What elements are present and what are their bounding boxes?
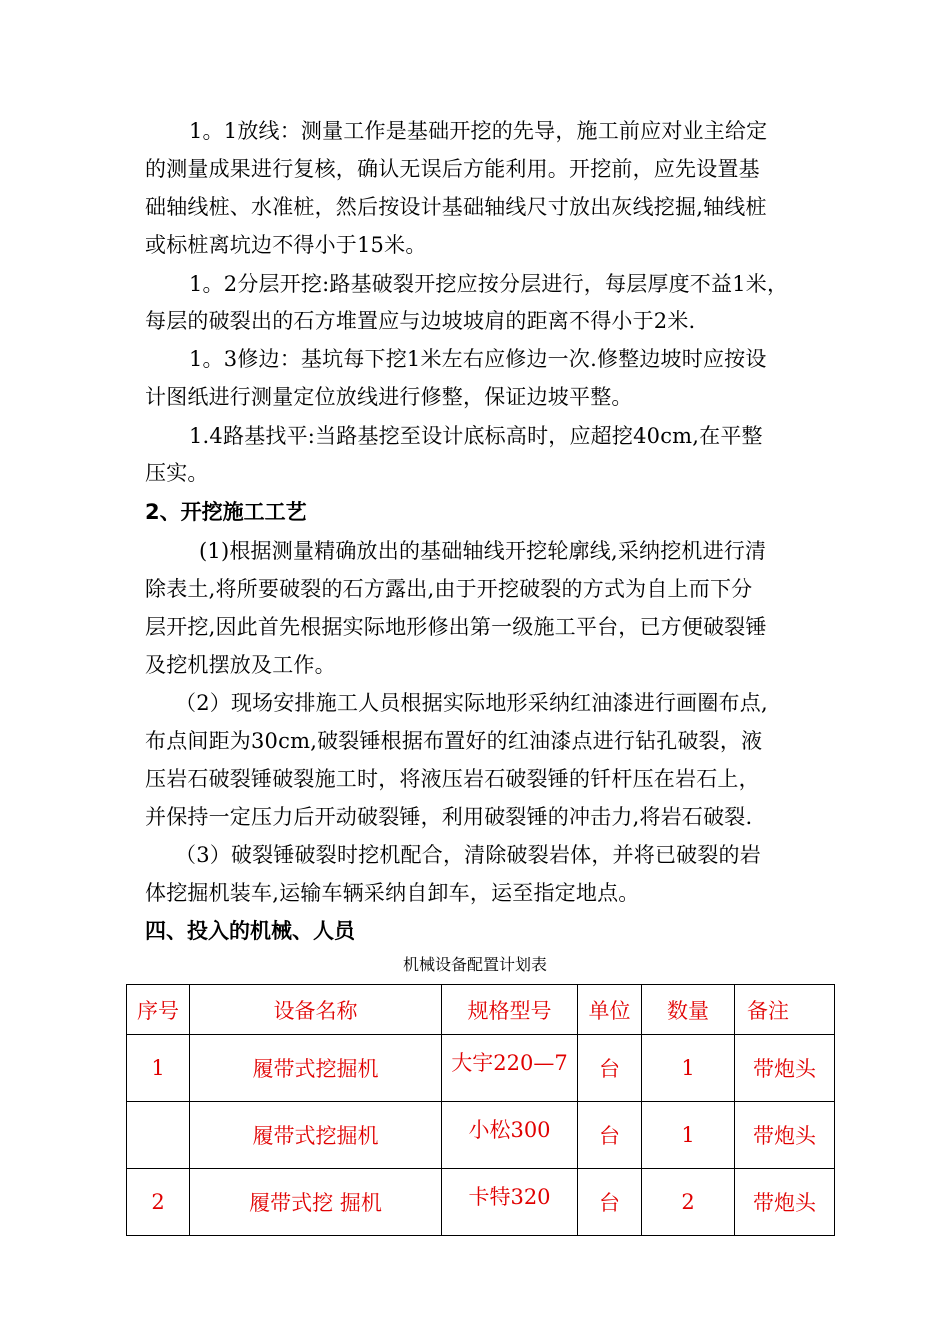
cell-qty: 1: [642, 1102, 735, 1169]
cell-name: 履带式挖 掘机: [190, 1169, 442, 1236]
cell-name: 履带式挖掘机: [190, 1102, 442, 1169]
cell-no: [127, 1102, 190, 1169]
cell-spec: 卡特320: [442, 1169, 578, 1236]
cell-remark: 带炮头: [735, 1169, 835, 1236]
para-4-line-2: 压实。: [145, 461, 209, 485]
table-header-row: [127, 985, 835, 1035]
para-3-line-2: 计图纸进行测量定位放线进行修整，保证边坡平整。: [145, 385, 633, 409]
s2-para-2-line-1: （2）现场安排施工人员根据实际地形采纳红油漆进行画圈布点,: [175, 691, 768, 715]
cell-unit: 台: [578, 1169, 642, 1236]
cell-spec: 小松300: [442, 1102, 578, 1169]
equipment-table: [126, 984, 835, 1236]
cell-unit: 台: [578, 1035, 642, 1102]
cell-unit: 台: [578, 1102, 642, 1169]
s2-para-1-line-4: 及挖机摆放及工作。: [145, 653, 336, 677]
s2-para-1-line-2: 除表土,将所要破裂的石方露出,由于开挖破裂的方式为自上而下分: [145, 577, 753, 601]
s2-para-3-line-2: 体挖掘机装车,运输车辆采纳自卸车，运至指定地点。: [145, 881, 640, 905]
s2-para-2-line-4: 并保持一定压力后开动破裂锤，利用破裂锤的冲击力,将岩石破裂.: [145, 805, 753, 829]
cell-no: 2: [127, 1169, 190, 1236]
cell-no: 1: [127, 1035, 190, 1102]
para-1-line-4: 或标桩离坑边不得小于15米。: [145, 233, 427, 257]
cell-remark: 带炮头: [735, 1102, 835, 1169]
table-row: [127, 1169, 835, 1236]
s2-para-1-line-3: 层开挖,因此首先根据实际地形修出第一级施工平台，已方便破裂锤: [145, 615, 767, 639]
para-3-line-1: 1。3修边：基坑每下挖1米左右应修边一次.修整边坡时应按设: [189, 347, 767, 371]
para-2-line-2: 每层的破裂出的石方堆置应与边坡坡肩的距离不得小于2米.: [145, 309, 696, 333]
para-4-line-1: 1.4路基找平:当路基挖至设计底标高时，应超挖40cm,在平整: [189, 424, 763, 448]
cell-name: 履带式挖掘机: [190, 1035, 442, 1102]
table-caption: 机械设备配置计划表: [402, 955, 547, 974]
s2-para-3-line-1: （3）破裂锤破裂时挖机配合，清除破裂岩体，并将已破裂的岩: [175, 843, 761, 867]
header-cell-name: 设备名称: [190, 985, 442, 1035]
section4-heading: 四、投入的机械、人员: [145, 919, 355, 943]
para-1-line-1: 1。1放线：测量工作是基础开挖的先导，施工前应对业主给定: [189, 119, 768, 143]
header-cell-spec: 规格型号: [442, 985, 578, 1035]
para-1-line-3: 础轴线桩、水准桩，然后按设计基础轴线尺寸放出灰线挖掘,轴线桩: [145, 195, 767, 219]
header-cell-qty: 数量: [642, 985, 735, 1035]
cell-qty: 2: [642, 1169, 735, 1236]
s2-para-1-line-1: (1)根据测量精确放出的基础轴线开挖轮廓线,采纳挖机进行清: [199, 539, 767, 563]
table-row: [127, 1035, 835, 1102]
section2-heading: 2、开挖施工工艺: [145, 500, 307, 524]
cell-spec: 大宇220—7: [442, 1035, 578, 1102]
table-row: [127, 1102, 835, 1169]
s2-para-2-line-3: 压岩石破裂锤破裂施工时，将液压岩石破裂锤的钎杆压在岩石上，: [145, 767, 760, 791]
s2-para-2-line-2: 布点间距为30cm,破裂锤根据布置好的红油漆点进行钻孔破裂，液: [145, 729, 763, 753]
header-cell-no: 序号: [127, 985, 190, 1035]
para-2-line-1: 1。2分层开挖:路基破裂开挖应按分层进行，每层厚度不益1米，: [189, 272, 789, 296]
cell-qty: 1: [642, 1035, 735, 1102]
cell-remark: 带炮头: [735, 1035, 835, 1102]
header-cell-unit: 单位: [578, 985, 642, 1035]
para-1-line-2: 的测量成果进行复核，确认无误后方能利用。开挖前，应先设置基: [145, 157, 760, 181]
header-cell-remark: 备注: [735, 985, 835, 1035]
